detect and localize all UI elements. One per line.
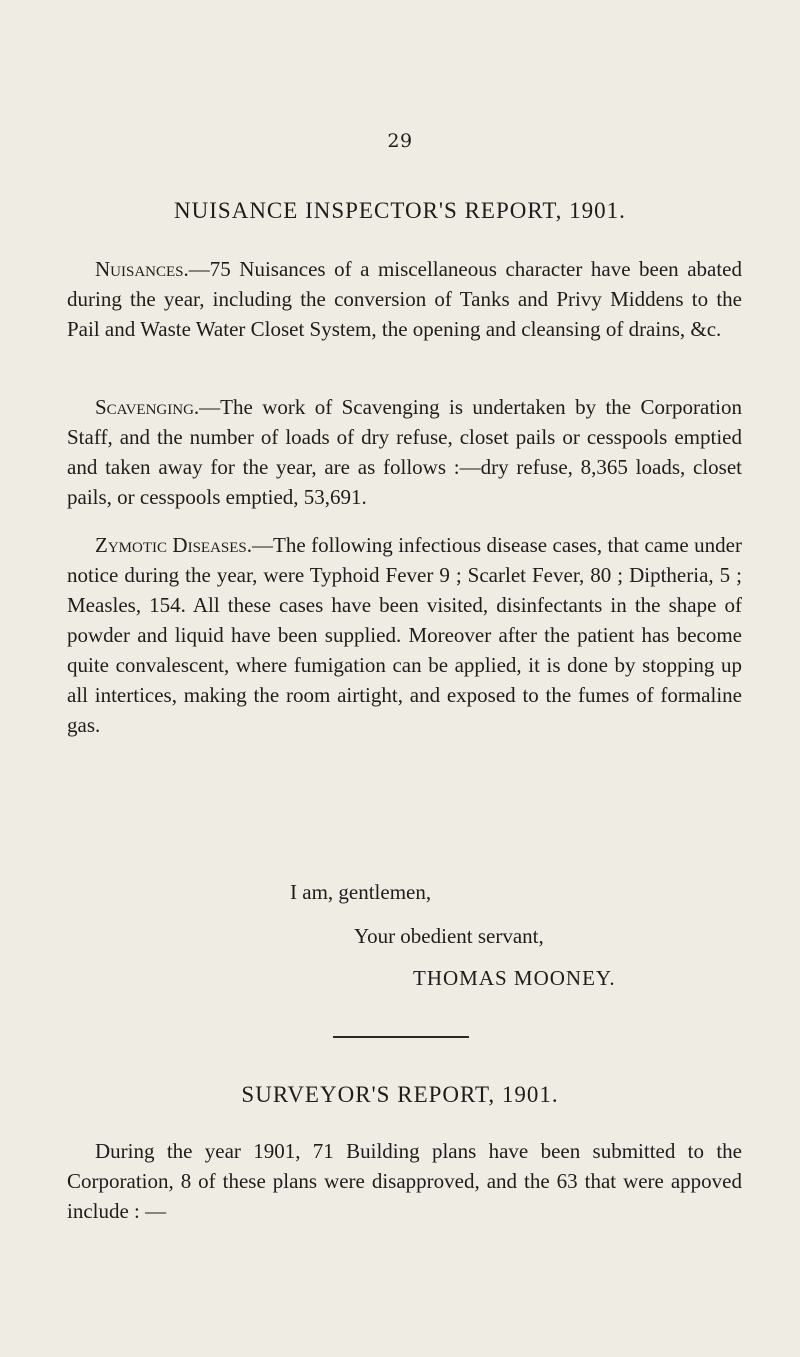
closing-servant: Your obedient servant, xyxy=(354,924,544,948)
nuisance-report-heading: NUISANCE INSPECTOR'S REPORT, 1901. xyxy=(174,198,626,223)
zymotic-diseases-lead: Zymotic Diseases. xyxy=(95,533,253,557)
zymotic-diseases-body: —The following infectious disease cases, that came under notice during the year, were Typhoid Fever 9 ; Scarlet Fever, 80 ; Diptheria, 5 ; Measles, 154. All these cases have been visited, disinfectants in the shape of powder and liquid have been supplied. Moreover after the patient has become quite convalescent, where fumigation can be applied, it is done by stopping up all intertices, making the room airtight, and exposed to the fumes of formaline gas. xyxy=(67,533,743,737)
scavenging-body: —The work of Scavenging is undertaken by the Corporation Staff, and the number of loads of dry refuse, closet pails or cesspools emptied and taken away for the year, are as follows :—dry refuse, 8,365 loads, closet pails, or cesspools emptied, 53,691. xyxy=(67,395,742,509)
surveyor-report-heading: SURVEYOR'S REPORT, 1901. xyxy=(241,1082,559,1107)
nuisances-paragraph xyxy=(67,254,742,344)
nuisances-body: —75 Nuisances of a miscellaneous character have been abated during the year, including the conversion of Tanks and Privy Middens to the Pail and Waste Water Closet System, the opening and cleansing of drains, &c. xyxy=(67,257,742,341)
nuisances-lead: Nuisances. xyxy=(95,257,189,281)
page-number: 29 xyxy=(387,130,413,152)
signature-name: THOMAS MOONEY. xyxy=(413,966,616,990)
surveyor-paragraph: During the year 1901, 71 Building plans have been submitted to the Corporation, 8 of these plans were disapproved, and the 63 that were appoved include : — xyxy=(67,1139,742,1223)
scavenging-lead: Scavenging. xyxy=(95,395,200,419)
closing-salutation: I am, gentlemen, xyxy=(290,880,432,904)
scavenging-paragraph xyxy=(67,392,742,512)
zymotic-diseases-paragraph xyxy=(67,530,742,740)
section-divider xyxy=(333,1036,469,1038)
